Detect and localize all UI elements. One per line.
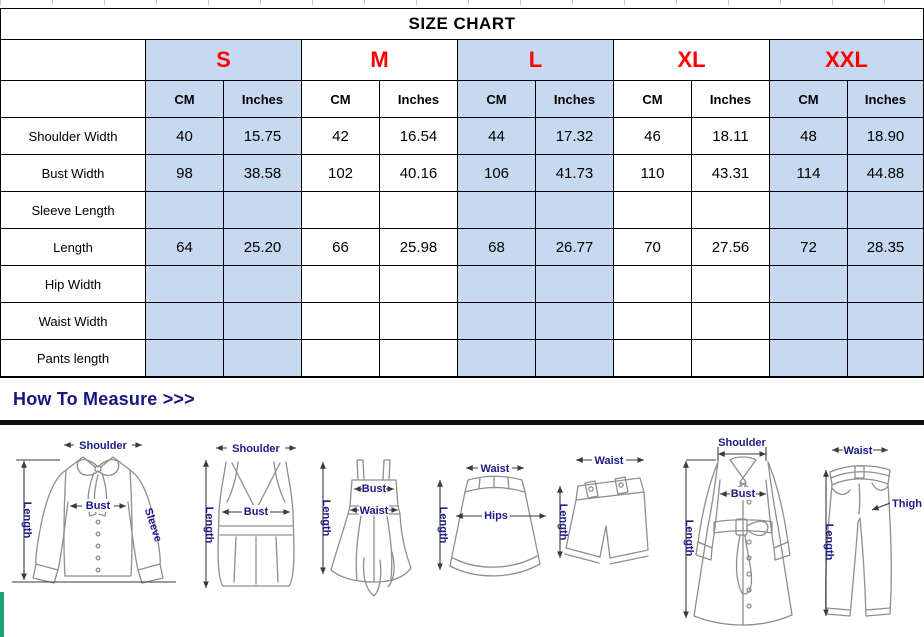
cell: 27.56: [692, 229, 770, 266]
cell: 17.32: [536, 118, 614, 155]
cell: [536, 303, 614, 340]
page-title: SIZE CHART: [1, 9, 924, 40]
cell: [302, 266, 380, 303]
unit-cm: CM: [770, 81, 848, 118]
cell: [536, 192, 614, 229]
spreadsheet-gridline-strip: [0, 0, 924, 5]
cell: [692, 303, 770, 340]
row-label: Hip Width: [1, 266, 146, 303]
cell: 106: [458, 155, 536, 192]
cell: 48: [770, 118, 848, 155]
cell: [302, 192, 380, 229]
cell: [380, 340, 458, 378]
unit-cm: CM: [146, 81, 224, 118]
measure-label: Bust: [730, 488, 756, 500]
cell: 66: [302, 229, 380, 266]
measure-label: Bust: [85, 500, 111, 512]
cell: [692, 192, 770, 229]
measure-label: Length: [203, 506, 215, 544]
shorts-diagram: [552, 430, 670, 637]
cell: [614, 340, 692, 378]
measure-label: Hips: [484, 510, 508, 522]
measure-label: Length: [437, 506, 449, 544]
cell: [770, 192, 848, 229]
unit-header-row: [1, 81, 924, 118]
measure-label: Shoulder: [79, 440, 127, 452]
blouse-diagram: [4, 430, 192, 637]
measure-diagrams: [0, 430, 924, 637]
tank-top-diagram: [196, 430, 314, 637]
measure-label: Length: [823, 523, 835, 561]
cell: 18.90: [848, 118, 924, 155]
table-row-shoulder-width: [1, 118, 924, 155]
cell: 25.20: [224, 229, 302, 266]
cell: [848, 340, 924, 378]
cell: 70: [614, 229, 692, 266]
size-header-m: M: [302, 40, 458, 81]
unit-inches: Inches: [536, 81, 614, 118]
cell: [380, 192, 458, 229]
cell: 41.73: [536, 155, 614, 192]
measure-label: Bust: [361, 483, 387, 495]
cell: 114: [770, 155, 848, 192]
cell: [614, 192, 692, 229]
cell: 64: [146, 229, 224, 266]
table-row-bust-width: [1, 155, 924, 192]
how-to-measure-heading: How To Measure >>>: [13, 389, 195, 409]
unit-cm: CM: [614, 81, 692, 118]
cell: [536, 340, 614, 378]
measure-label: Waist: [480, 463, 510, 475]
size-chart-table: [0, 8, 924, 378]
cell: [692, 340, 770, 378]
cell: 40.16: [380, 155, 458, 192]
row-label: Waist Width: [1, 303, 146, 340]
cell: [614, 303, 692, 340]
cell: [848, 266, 924, 303]
cell: [380, 266, 458, 303]
table-row-pants-length: [1, 340, 924, 378]
row-label: Length: [1, 229, 146, 266]
cell: [848, 192, 924, 229]
cell: [770, 340, 848, 378]
left-edge-green-bar: [0, 592, 4, 637]
table-row-hip-width: [1, 266, 924, 303]
size-header-xl: XL: [614, 40, 770, 81]
cell: [224, 266, 302, 303]
row-label: Sleeve Length: [1, 192, 146, 229]
cell: [224, 303, 302, 340]
cell: 68: [458, 229, 536, 266]
unit-inches: Inches: [848, 81, 924, 118]
title-row: [1, 9, 924, 40]
measure-label: Length: [21, 501, 33, 539]
cell: 98: [146, 155, 224, 192]
cell: [770, 303, 848, 340]
corner-cell: [1, 40, 146, 81]
size-header-l: L: [458, 40, 614, 81]
measure-label: Waist: [594, 455, 624, 467]
cell: [224, 192, 302, 229]
cell: 15.75: [224, 118, 302, 155]
cell: [458, 340, 536, 378]
cell: 40: [146, 118, 224, 155]
cell: [770, 266, 848, 303]
dress-diagram: [314, 430, 414, 637]
table-row-waist-width: [1, 303, 924, 340]
cell: 18.11: [692, 118, 770, 155]
cell: 43.31: [692, 155, 770, 192]
cell: 72: [770, 229, 848, 266]
row-label: Shoulder Width: [1, 118, 146, 155]
measure-label: Thigh: [892, 498, 922, 510]
measure-label: Shoulder: [718, 437, 766, 449]
cell: [458, 192, 536, 229]
cell: [146, 266, 224, 303]
size-header-row: [1, 40, 924, 81]
cell: [146, 340, 224, 378]
cell: [692, 266, 770, 303]
cell: 110: [614, 155, 692, 192]
table-row-sleeve-length: [1, 192, 924, 229]
size-header-s: S: [146, 40, 302, 81]
skirt-diagram: [432, 430, 552, 637]
row-label: Bust Width: [1, 155, 146, 192]
measure-label: Length: [320, 499, 332, 537]
measure-label: Bust: [243, 506, 269, 518]
measure-label: Waist: [843, 445, 873, 457]
unit-inches: Inches: [224, 81, 302, 118]
section-divider: [0, 420, 924, 425]
coat-diagram: [672, 430, 830, 637]
size-header-xxl: XXL: [770, 40, 924, 81]
cell: [146, 192, 224, 229]
cell: [146, 303, 224, 340]
measure-label: Length: [683, 519, 695, 557]
cell: 42: [302, 118, 380, 155]
cell: 44: [458, 118, 536, 155]
measure-label: Shoulder: [232, 443, 280, 455]
cell: [848, 303, 924, 340]
cell: [302, 340, 380, 378]
cell: [302, 303, 380, 340]
cell: 38.58: [224, 155, 302, 192]
measure-label: Waist: [359, 505, 389, 517]
cell: 46: [614, 118, 692, 155]
unit-inches: Inches: [380, 81, 458, 118]
corner-cell: [1, 81, 146, 118]
cell: [614, 266, 692, 303]
unit-cm: CM: [302, 81, 380, 118]
row-label: Pants length: [1, 340, 146, 378]
pants-diagram: [820, 430, 924, 637]
cell: 28.35: [848, 229, 924, 266]
cell: [458, 303, 536, 340]
cell: [536, 266, 614, 303]
table-row-length: [1, 229, 924, 266]
cell: 25.98: [380, 229, 458, 266]
unit-cm: CM: [458, 81, 536, 118]
measure-label: Length: [557, 503, 569, 541]
measure-label: Sleeve: [141, 506, 164, 544]
cell: 26.77: [536, 229, 614, 266]
cell: 102: [302, 155, 380, 192]
cell: [380, 303, 458, 340]
unit-inches: Inches: [692, 81, 770, 118]
cell: 16.54: [380, 118, 458, 155]
cell: [224, 340, 302, 378]
cell: [458, 266, 536, 303]
cell: 44.88: [848, 155, 924, 192]
